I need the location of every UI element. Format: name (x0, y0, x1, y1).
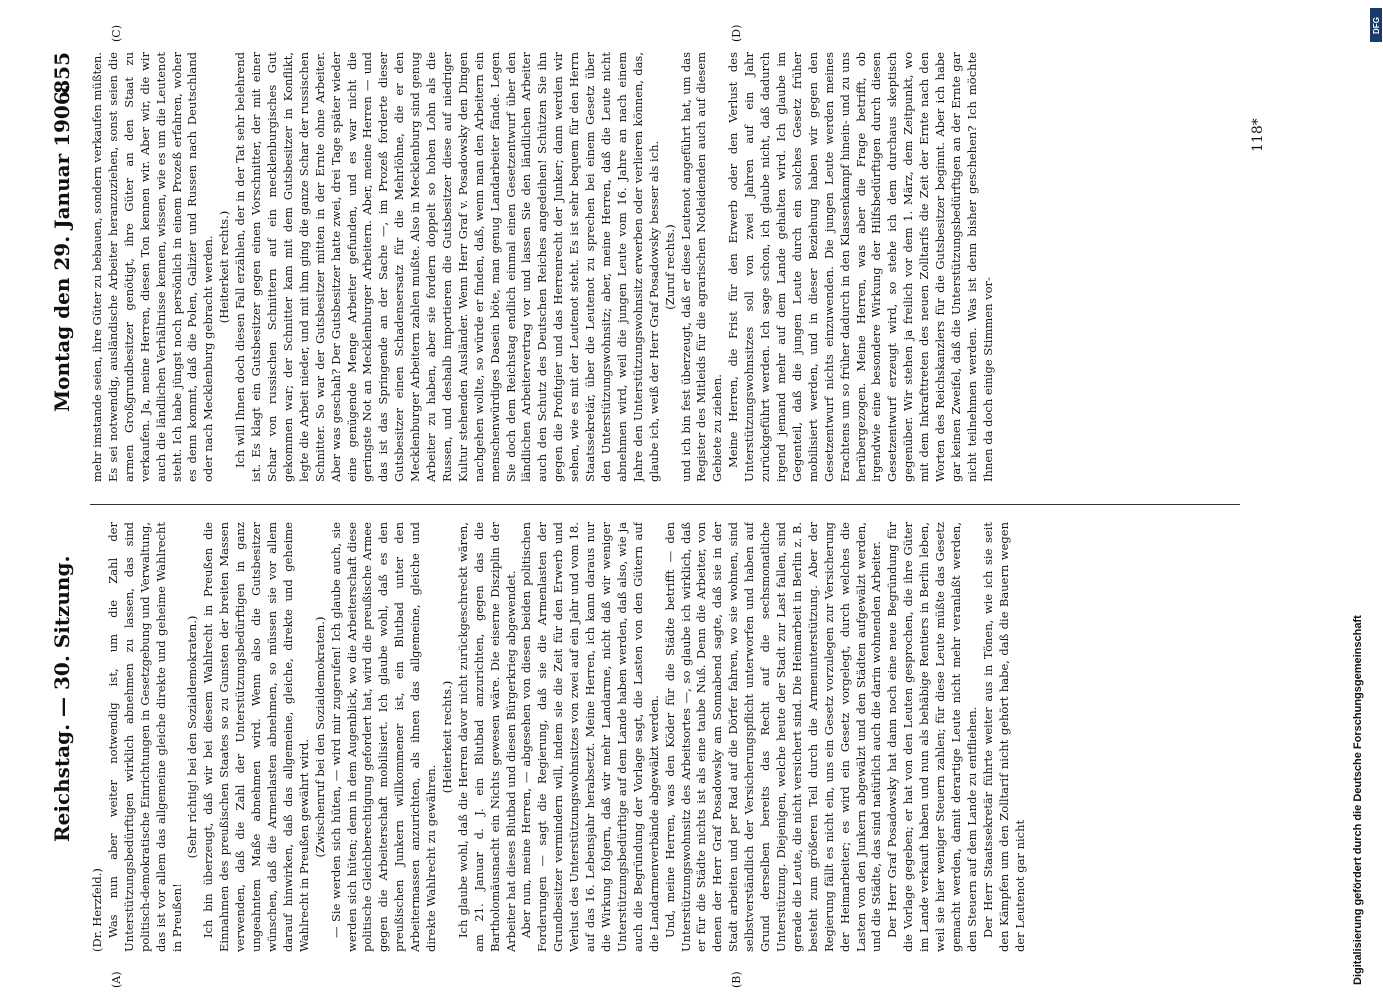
header-session: Reichstag. — 30. Sitzung. (50, 555, 74, 842)
paragraph: Ich bin überzeugt, daß wir bei diesem Wahlrecht in Preußen die Einnahmen des preußischen Staates so zu Gunsten der breiten Massen verwenden, daß die Zahl der Unterstützungsbedürftigen in ganz ungeahntem Maße abnehmen wird. Wenn also die Gutsbesitzer wünschen, daß die Armenlasten abnehmen, so müssen sie vor allem darauf hinwirken, daß das allgemeine, gleiche, direkte und geheime Wahlrecht in Preußen gewährt wird. (201, 522, 311, 952)
interjection: (Heiterkeit rechts.) (439, 680, 454, 794)
paragraph: mehr imstande seien, ihre Güter zu bebauen, sondern verkaufen müßten. Es sei notwendig, ausländische Arbeiter heranzuziehen, sonst seien die armen Großgrundbesitzer genötigt, ihre Güter an den Staat zu verkaufen. Ja, meine Herren, diesen Ton kennen wir. Aber wir, die wir auch die ländlichen Verhältnisse kennen, wissen, wie es um die Leutenot steht. Ich habe jüngst noch persönlich in einem Prozeß erfahren, woher es denn kommt, daß die Polen, Galizier und Russen nach Deutschland oder nach Mecklenburg gebracht werden. (90, 52, 216, 482)
digitization-credit: Digitalisierung gefördert durch die Deutsche Forschungsgemeinschaft (1352, 615, 1364, 985)
paragraph: und ich bin fest überzeugt, daß er diese Leutenot angeführt hat, um das Register des Mitleids für die agrarischen Notleidenden auch auf diesem Gebiete zu ziehen. (678, 52, 725, 482)
dfg-logo (1370, 8, 1382, 42)
dfg-logo-text: DFG (1371, 16, 1381, 34)
paragraph: Der Herr Graf Posadowsky hat dann noch eine neue Begründung für die Vorlage gegeben; er hat von den Leuten gesprochen, die ihre Güter im Lande verkauft haben und nun als behäbige Rentiers in Berlin leben, weil sie hier weniger Steuern zahlen; für diese Leute müßte das Gesetz gemacht werden, damit derartige Leute nicht mehr veranlaßt werden, den Steuern auf dem Lande zu entfliehen. (885, 522, 979, 952)
speaker-tag: (Dr. Herzfeld.) (90, 868, 104, 952)
paragraph: Und, meine Herren, was den Köder für die Städte betrifft — den Unterstützungswohnsitz des Arbeitsortes —, so glaube ich wirklich, daß er für die Städte nichts ist als eine taube Nuß. Denn die Arbeiter, von denen der Herr Graf Posadowsky am Sonnabend sagte, daß sie in der Stadt arbeiten und per Rad auf die Dörfer fahren, wo sie wohnen, sind selbstverständlich der Versicherungspflicht unterworfen und haben auf Grund derselben bereits das Recht auf die sechsmonatliche Unterstützung. Diejenigen, welche heute der Stadt zur Last fallen, sind gerade die Leute, die nicht versichert sind. Die Heimarbeit in Berlin z. B. besteht zum größeren Teil durch die Armenunterstützung. Aber der Regierung fällt es nicht ein, uns ein Gesetz vorzulegen zur Versicherung der Heimarbeiter; es wird ein Gesetz vorgelegt, durch welches die Lasten von den Junkern abgewälzt und den Städten aufgewälzt werden, und die Städte, das sind natürlich auch die darin wohnenden Arbeiter. (662, 522, 884, 952)
page-header (50, 52, 80, 952)
margin-mark-d: (D) (730, 24, 743, 42)
paragraph: Der Herr Staatssekretär führte weiter aus in Tönen, wie ich sie seit den Kämpfen um den Zolltarif nicht gehört habe, daß die Bauern wegen der Leutenot gar nicht (980, 522, 1027, 952)
paragraph: Ich will Ihnen doch diesen Fall erzählen, der in der Tat sehr belehrend ist. Es klagt ein Gutsbesitzer gegen einen Vorschnitter, der mit einer Schar von russischen Schnittern auf ein mecklenburgisches Gut gekommen war; der Schnitter kam mit dem Gutsbesitzer in Konflikt, legte die Arbeit nieder, und mit ihm ging die ganze Schar der russischen Schnitter. So war der Gutsbesitzer mitten in der Ernte ohne Arbeiter. Aber was geschah? Der Gutsbesitzer hatte zwei, drei Tage später wieder eine genügende Menge Arbeiter gefunden, und es war nicht die geringste Not an Mecklenburger Arbeitern. Aber, meine Herren — und das ist das Springende an der Sache —, im Prozeß forderte dieser Gutsbesitzer einen Schadensersatz für die Mehrlöhne, die er den Mecklenburger Arbeitern zahlen mußte. Also in Mecklenburg sind genug Arbeiter zu haben, aber sie fordern doppelt so hohen Lohn als die Russen, und deshalb importieren die Gutsbesitzer diese auf niedriger Kultur stehenden Ausländer. Wenn Herr Graf v. Posadowsky den Dingen nachgehen wollte, so würde er finden, daß, wenn man den Arbeitern ein menschenwürdiges Dasein böte, man genug Landarbeiter fände. Legen Sie doch dem Reichstag endlich einmal einen Gesetzentwurf über den ländlichen Arbeitervertrag vor und lassen Sie den ländlichen Arbeiter auch den Schutz des Deutschen Reiches angedeihen! Schützen Sie ihn gegen die Profitgier und das Herrenrecht der Junker; dann werden wir sehen, wie es mit der Leutenot steht. Es ist sehr bequem für den Herrn Staatssekretär, über die Leutenot zu sprechen bei einem Gesetz über den Unterstützungswohnsitz; aber, meine Herren, daß die Leute nicht abnehmen wird, weil die jungen Leute vom 16. Jahre an nach einem Jahre den Unterstützungswohnsitz erwerben oder verlieren können, das, glaube ich, weiß der Herr Graf Posadowsky besser als ich. (233, 52, 661, 482)
paragraph: — Sie werden sich hüten, — wird mir zugerufen! Ich glaube auch, sie werden sich hüten; denn in dem Augenblick, wo die Arbeiterschaft diese politische Gleichberechtigung gefordert hat, wird die preußische Armee gegen die Arbeiterschaft mobilisiert. Ich glaube wohl, daß es den preußischen Junkern willkommener ist, ein Blutbad unter den Arbeitermassen anzurichten, als ihnen das allgemeine, gleiche und direkte Wahlrecht zu gewähren. (328, 522, 439, 952)
paragraph: Aber nun, meine Herren, — abgesehen von diesen beiden politischen Forderungen — sagt die Regierung, daß sie die Armenlasten der Grundbesitzer vermindern will, indem sie die Zeit für den Erwerb und Verlust des Unterstützungswohnsitzes von zwei auf ein Jahr und vom 18. auf das 16. Lebensjahr herabsetzt. Meine Herren, ich kann daraus nur die Wirkung folgern, daß wir mehr Landarme, nicht daß wir weniger Unterstützungsbedürftige auf dem Lande haben werden, daß also, wie ja auch die Begründung der Vorlage sagt, die Lasten von den Gütern auf die Landarmenverbände abgewälzt werden. (519, 522, 661, 952)
interjection: (Heiterkeit rechts.) (217, 210, 232, 324)
paragraph: Ich glaube wohl, daß die Herren davor nicht zurückgeschreckt wären, am 21. Januar d. J. ein Blutbad anzurichten, gegen das die Bartholomäusnacht ein Nichts gewesen wäre. Die eiserne Disziplin der Arbeiter hat dieses Blutbad und diesen Bürgerkrieg abgewendet. (455, 522, 518, 952)
paragraph: Was nun aber weiter notwendig ist, um die Zahl der Unterstützungsbedürftigen wirklich abnehmen zu lassen, das sind politisch-demokratische Einrichtungen in Gesetzgebung und Verwaltung, das ist vor allem das allgemeine gleiche direkte und geheime Wahlrecht in Preußen! (105, 522, 184, 952)
column-right (90, 52, 1240, 482)
header-page-number: 855 (50, 52, 74, 94)
column-left (90, 522, 1240, 952)
rotated-page-content (50, 24, 1335, 988)
margin-mark-c: (C) (110, 25, 123, 42)
header-date: Montag den 29. Januar 1906. (50, 84, 74, 412)
interjection: (Sehr richtig! bei den Sozialdemokraten.) (185, 615, 200, 859)
signature-mark: 118* (1250, 118, 1266, 152)
interjection: (Zwischenruf bei den Sozialdemokraten.) (312, 616, 327, 858)
margin-mark-b: (B) (730, 971, 743, 988)
interjection: (Zuruf rechts.) (662, 224, 677, 310)
column-divider (90, 504, 1240, 505)
paragraph: Meine Herren, die Frist für den Erwerb oder den Verlust des Unterstützungswohnsitzes soll von zwei Jahren auf ein Jahr zurückgeführt werden. Ich sage schon, ich glaube nicht, daß dadurch irgend jemand mehr auf dem Lande gehalten wird. Ich glaube im Gegenteil, daß die jungen Leute durch ein solches Gesetz früher mobilisiert werden, und in dieser Beziehung haben wir gegen den Gesetzentwurf nichts einzuwenden. Die jungen Leute werden meines Erachtens um so früher dadurch in den Klassenkampf hinein- und zu uns herübergezogen. Meine Herren, was aber die Frage betrifft, ob irgendwie eine besondere Wirkung der Hilfsbedürftigen durch diesen Gesetzentwurf erzeugt wird, so stehe ich dem durchaus skeptisch gegenüber. Wir stehen ja freilich vor dem 1. März, dem Zeitpunkt, wo mit dem Inkrafttreten des neuen Zolltarifs die Zeit der Ernte nach den Worten des Reichskanzlers für die Gutsbesitzer beginnt. Aber ich habe gar keinen Zweifel, daß die Unterstützungsbedürftigen an der Ernte gar nicht teilnehmen werden. Was ist denn bisher geschehen? Ich möchte Ihnen da doch einige Stimmen vor- (726, 52, 995, 482)
margin-mark-a: (A) (110, 971, 123, 988)
